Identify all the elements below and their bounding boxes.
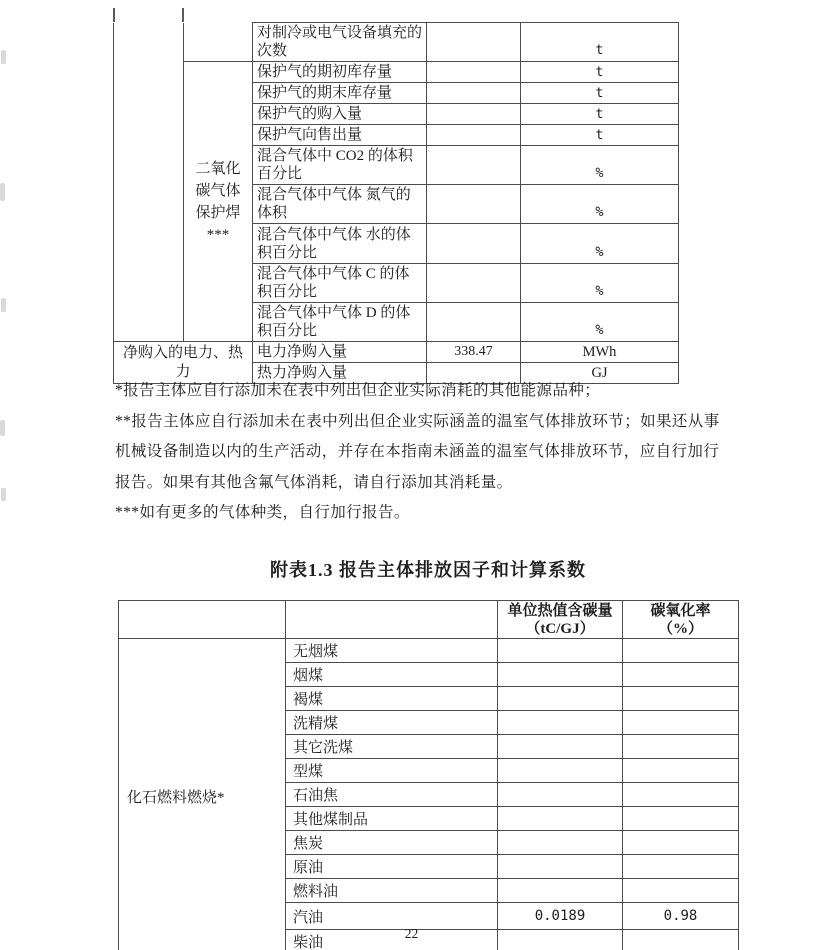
footnote-3: ***如有更多的气体种类，自行加行报告。 (115, 504, 410, 521)
row-unit: % (521, 303, 679, 342)
oxidation-rate-value (623, 663, 739, 687)
table1-footnotes (115, 376, 729, 529)
row-label: 混合气体中气体 氮气的体积 (253, 185, 427, 224)
row-value (427, 264, 521, 303)
electricity-purchased-value: 338.47 (427, 342, 521, 363)
row-value (427, 83, 521, 104)
row-unit: % (521, 264, 679, 303)
carbon-content-value (498, 663, 623, 687)
table1-prev-section-cell (184, 23, 253, 62)
row-label: 混合气体中气体 C 的体积百分比 (253, 264, 427, 303)
row-label: 混合气体中气体 水的体积百分比 (253, 224, 427, 264)
fuel-name: 其它洗煤 (286, 735, 498, 759)
oxidation-rate-value (623, 687, 739, 711)
row-label: 保护气向售出量 (253, 125, 427, 146)
carbon-content-value (498, 807, 623, 831)
fuel-name: 柴油 (286, 930, 498, 950)
row-value (427, 146, 521, 185)
carbon-content-header-line1: 单位热值含碳量 (507, 602, 613, 619)
co2-welding-section-label: 二氧化碳气体保护焊*** (195, 160, 241, 243)
carbon-content-header-line2: （tC/GJ） (525, 620, 595, 637)
carbon-content-value (498, 879, 623, 903)
row-unit: % (521, 146, 679, 185)
carbon-content-value (498, 759, 623, 783)
scan-artifact (1, 50, 6, 64)
row-value (427, 104, 521, 125)
row-label: 混合气体中气体 D 的体积百分比 (253, 303, 427, 342)
row-unit: t (521, 83, 679, 104)
carbon-content-value (498, 711, 623, 735)
carbon-content-value (498, 855, 623, 879)
fuel-name: 焦炭 (286, 831, 498, 855)
fuel-name: 燃料油 (286, 879, 498, 903)
row-unit: t (521, 104, 679, 125)
oxidation-rate-value (623, 639, 739, 663)
fuel-name: 褐煤 (286, 687, 498, 711)
footnote-2: **报告主体应自行添加未在表中列出但企业实际涵盖的温室气体排放环节；如果还从事机械设备制造以内的生产活动，并存在本指南未涵盖的温室气体排放环节，应自行加行报告。如果有其他含氟气体消耗，请自行添加其消耗量。 (115, 412, 720, 491)
scan-artifact (0, 420, 5, 436)
table-rule-stub (113, 8, 115, 22)
oxidation-rate-value (623, 879, 739, 903)
oxidation-rate-header-line1: 碳氧化率 (650, 602, 711, 619)
row-label: 热力净购入量 (253, 363, 427, 384)
row-unit: t (521, 62, 679, 83)
row-value (427, 62, 521, 83)
fuel-name: 无烟煤 (286, 639, 498, 663)
row-value (427, 185, 521, 224)
table1-left-spacer-cell (114, 23, 184, 342)
scan-artifact (1, 298, 6, 312)
emission-factors-table (118, 600, 739, 950)
oxidation-rate-value (623, 711, 739, 735)
oxidation-rate-value (623, 783, 739, 807)
table2-header-spacer1 (119, 601, 286, 639)
carbon-content-value: 0.0189 (498, 903, 623, 930)
row-unit: % (521, 185, 679, 224)
oxidation-rate-header (623, 601, 739, 639)
table2-header-spacer2 (286, 601, 498, 639)
row-label: 保护气的期初库存量 (253, 62, 427, 83)
fuel-name: 烟煤 (286, 663, 498, 687)
row-label: 混合气体中 CO2 的体积百分比 (253, 146, 427, 185)
co2-welding-section-cell (184, 62, 253, 342)
page-number: 22 (404, 926, 419, 941)
row-value (427, 303, 521, 342)
row-unit: GJ (521, 363, 679, 384)
net-purchase-section-cell: 净购入的电力、热力 (114, 342, 253, 384)
fuel-name: 石油焦 (286, 783, 498, 807)
row-unit: % (521, 224, 679, 264)
carbon-content-value (498, 783, 623, 807)
row-unit: MWh (521, 342, 679, 363)
fuel-name: 汽油 (286, 903, 498, 930)
oxidation-rate-header-line2: （%） (657, 620, 703, 637)
row-unit: t (521, 125, 679, 146)
row-value (427, 125, 521, 146)
carbon-content-value (498, 687, 623, 711)
row-value (427, 23, 521, 62)
table2-title: 附表1.3 报告主体排放因子和计算系数 (270, 560, 586, 580)
activity-data-table (113, 22, 679, 384)
scan-artifact (1, 488, 6, 501)
carbon-content-header (498, 601, 623, 639)
row-label: 保护气的期末库存量 (253, 83, 427, 104)
row-label: 保护气的购入量 (253, 104, 427, 125)
oxidation-rate-value (623, 759, 739, 783)
oxidation-rate-value: 0.98 (623, 903, 739, 930)
table-rule-stub (182, 8, 184, 22)
fuel-name: 洗精煤 (286, 711, 498, 735)
oxidation-rate-value (623, 735, 739, 759)
fuel-name: 原油 (286, 855, 498, 879)
carbon-content-value (498, 639, 623, 663)
fossil-fuel-section-cell: 化石燃料燃烧* (119, 639, 286, 950)
row-label: 对制冷或电气设备填充的次数 (253, 23, 427, 62)
carbon-content-value (498, 831, 623, 855)
row-unit: t (521, 23, 679, 62)
row-value (427, 224, 521, 264)
oxidation-rate-value (623, 807, 739, 831)
row-label: 电力净购入量 (253, 342, 427, 363)
fuel-name: 其他煤制品 (286, 807, 498, 831)
carbon-content-value (498, 735, 623, 759)
footnote-1: *报告主体应自行添加未在表中列出但企业实际消耗的其他能源品种； (115, 382, 601, 399)
oxidation-rate-value (623, 831, 739, 855)
oxidation-rate-value (623, 855, 739, 879)
fuel-name: 型煤 (286, 759, 498, 783)
scan-artifact (0, 183, 5, 201)
